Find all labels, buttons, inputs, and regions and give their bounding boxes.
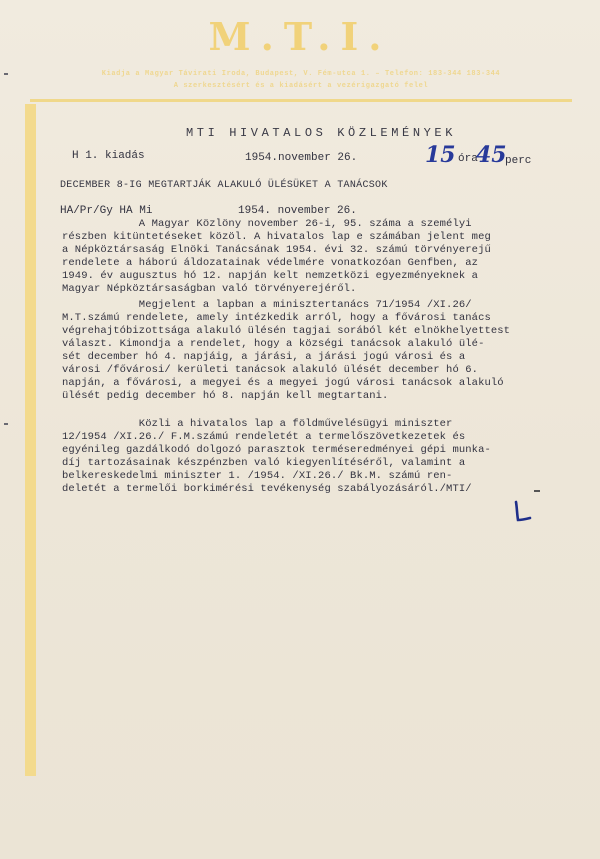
letterhead-address: Kiadja a Magyar Távirati Iroda, Budapest, V. Fém-utca 1. – Telefon: 183-344 183-344: [101, 70, 501, 78]
left-margin-bar: [25, 104, 36, 776]
paragraph-agriculture-decree: Közli a hivatalos lap a földművelésügyi miniszter 12/1954 /XI.26./ F.M.számú rendeletét a termelőszövetkezetek és egyénileg gazdálkodó dolgozó parasztok terméseredményei gépi munka- díj tartozásainak készpénzben való kiegyenlítéséről, valamint a belkereskedelmi miniszter 1. /1954. /XI.26./ Bk.M. számú ren- deletét a termelői borkimérési tevékenység szabályozásáról./MTI/: [62, 418, 491, 495]
news-headline: DECEMBER 8-IG MEGTARTJÁK ALAKULÓ ÜLÉSÜKET A TANÁCSOK: [60, 180, 388, 191]
punch-mark-top: [4, 73, 8, 75]
handwritten-initial-mark: [510, 500, 532, 524]
minute-label: perc: [505, 155, 532, 167]
handwritten-hour: 15: [425, 142, 456, 168]
letterhead-responsibility: A szerkesztésért és a kiadásért a vezérigazgató felel: [173, 82, 429, 90]
reference-date: 1954. november 26.: [238, 205, 357, 217]
edition-label: H 1. kiadás: [72, 150, 145, 162]
paragraph-council-decree: Megjelent a lapban a minisztertanács 71/1954 /XI.26/ M.T.számú rendelete, amely intézkedik arról, hogy a fővárosi tanács végrehajtóbizottsága alakuló ülésén tagjai sorából két elnökhelyettest választ. Kimondja a rendelet, hogy a községi tanácsok alakuló ülé- sét december hó 4. napjáig, a járási, a járási jogú városi és a városi /fővárosi/ kerületi tanácsok alakuló ülését december hó 6. napján, a fővárosi, a megyei és a megyei jogú városi tanácsok alakuló ülését pedig december hó 8. napján kell megtartani.: [62, 299, 511, 402]
issue-date: 1954.november 26.: [245, 152, 358, 164]
paragraph-magyar-kozlony: A Magyar Közlöny november 26-i, 95. száma a személyi részben kitüntetéseket közöl. A hivatalos lap e számában jelent meg a Népköztársaság Elnöki Tanácsának 1954. évi 32. számú törvényerejű rendelete a háború áldozatainak védelmére vonatkozóan Genfben, az 1949. év augusztus hó 12. napján kelt nemzetközi egyezményeknek a Magyar Népköztársaságban való törvényerejéről.: [62, 218, 491, 295]
handwritten-minute: 45: [476, 142, 507, 168]
reference-code: HA/Pr/Gy HA Mi: [60, 205, 153, 217]
hour-label: óra: [458, 153, 478, 165]
ink-dash: [534, 490, 540, 492]
document-title: MTI HIVATALOS KÖZLEMÉNYEK: [186, 126, 457, 140]
letterhead-divider: [30, 99, 572, 102]
mti-logo: M.T.I.: [208, 14, 392, 59]
punch-mark-middle: [4, 423, 8, 425]
